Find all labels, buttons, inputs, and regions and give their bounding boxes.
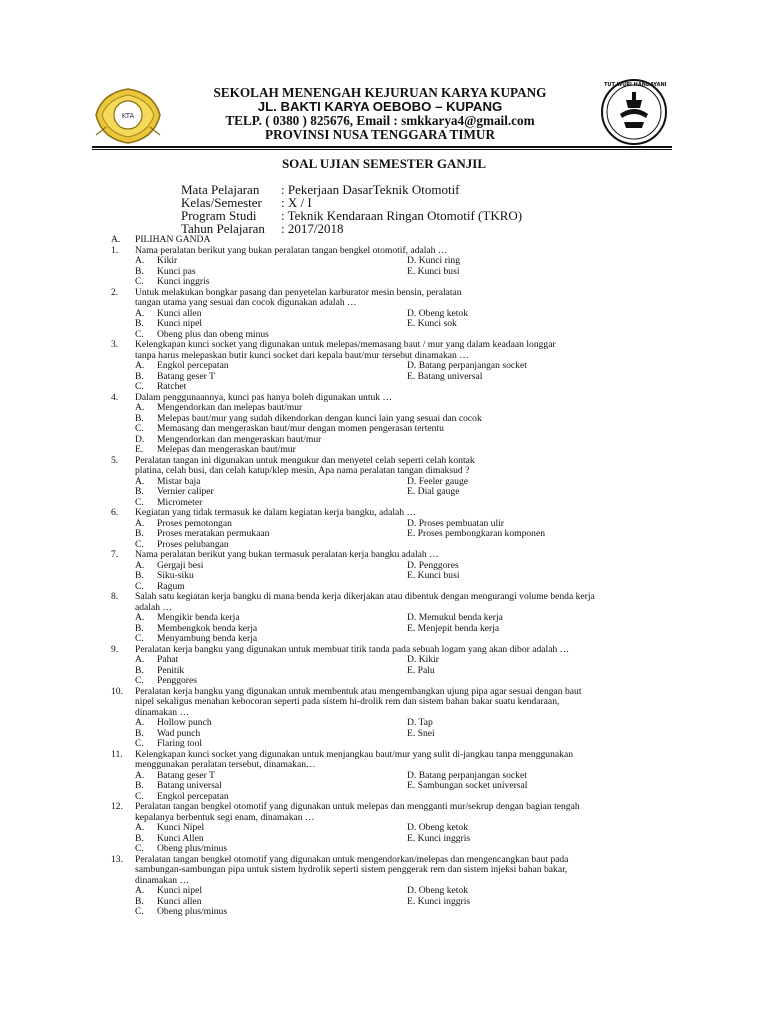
question-number: 10. <box>111 685 123 697</box>
option-text-right: E. Batang universal <box>407 370 483 382</box>
meta-label: Kelas/Semester <box>181 195 262 210</box>
meta-value: : 2017/2018 <box>281 221 344 236</box>
option-letter: A. <box>135 360 145 371</box>
question-line-cont <box>111 865 671 876</box>
option-text-right: D. Batang perpanjangan socket <box>407 769 527 781</box>
option-text: Siku-siku <box>157 570 194 581</box>
option-text: Obeng plus dan obeng minus <box>157 328 269 340</box>
question-text: menggunakan peralatan tersebut, dinamakan… <box>135 759 316 770</box>
option-text: Mengendorkan dan mengeraskan baut/mur <box>157 433 322 445</box>
option-text: Vernier caliper <box>157 486 214 497</box>
question-text: Nama peralatan berikut yang bukan peralatan tangan bengkel otomotif, adalah … <box>135 244 448 256</box>
option-letter: B. <box>135 622 144 634</box>
option-text: Proses meratakan permukaan <box>157 528 270 539</box>
question-text: kepalanya berbentuk segi enam, dinamakan … <box>135 811 315 823</box>
school-contact: TELP. ( 0380 ) 825676, Email : smkkarya4@gmail.com <box>225 113 535 128</box>
question-number: 1. <box>111 244 119 256</box>
option-text-right: E. Proses pembongkaran komponen <box>407 528 546 539</box>
option-letter: B. <box>135 486 144 497</box>
question-text: Peralatan tangan bengkel otomotif yang digunakan untuk melepas dan mengganti mur/sekrup dengan bagian tengah <box>135 801 580 812</box>
question-text: dinamakan … <box>135 706 190 718</box>
question-line-cont <box>111 466 671 477</box>
option-letter: A. <box>135 559 145 571</box>
question-text: Peralatan tangan bengkel otomotif yang digunakan untuk mengendorkan/melepas dan mengencangkan baut pada <box>135 853 569 865</box>
option-letter: B. <box>135 412 144 424</box>
option-text-right: E. Menjepit benda kerja <box>407 622 500 634</box>
option-text-right: E. Kunci inggris <box>407 832 471 844</box>
question-line <box>111 645 671 656</box>
option-text-right: D. Proses pembuatan ulir <box>407 517 504 529</box>
option-text: Obeng plus/minus <box>157 906 228 917</box>
option-text: Ragum <box>157 580 185 592</box>
option-text: Melepas baut/mur yang sudah dikendorkan dengan kunci lain yang sesuai dan cocok <box>157 412 482 424</box>
answer-option-row <box>111 634 671 645</box>
option-text-right: D. Batang perpanjangan socket <box>407 360 527 371</box>
option-text-right: D. Kikir <box>407 654 439 665</box>
option-text-right: D. Penggores <box>407 559 459 571</box>
option-text: Pahat <box>157 654 179 665</box>
answer-option-row <box>111 886 671 897</box>
question-text: tangan utama yang sesuai dan cocok digunakan adalah … <box>135 297 357 308</box>
school-province: PROVINSI NUSA TENGGARA TIMUR <box>265 127 495 142</box>
question-line <box>111 550 671 561</box>
option-text: Memasang dan mengeraskan baut/mur dengan momen pengerasan tertentu <box>157 423 444 434</box>
option-text: Engkol percepatan <box>157 790 229 802</box>
option-text: Batang geser T <box>157 769 215 781</box>
option-text: Kunci nipel <box>157 318 203 329</box>
section-title: PILIHAN GANDA <box>135 234 211 245</box>
meta-value: : Teknik Kendaraan Ringan Otomotif (TKRO) <box>281 208 523 223</box>
option-letter: A. <box>135 255 145 266</box>
meta-label: Program Studi <box>181 208 257 223</box>
option-letter: C. <box>135 906 144 917</box>
option-letter: C. <box>135 790 144 802</box>
question-text: nipel sekaligus menahan kebocoran seperti pada sistem hi-drolik rem dan sistem bahan bakar suatu kendaraan, <box>135 696 560 707</box>
question-number: 11. <box>111 748 123 760</box>
option-letter: A. <box>135 517 145 529</box>
question-number: 7. <box>111 549 119 560</box>
option-text: Kunci Nipel <box>157 822 205 833</box>
question-text: dinamakan … <box>135 874 190 886</box>
question-number: 13. <box>111 853 123 865</box>
question-line <box>111 246 671 257</box>
answer-option-row <box>111 561 671 572</box>
option-text: Micrometer <box>157 496 203 508</box>
question-number: 8. <box>111 591 119 602</box>
question-text: Kelengkapan kunci socket yang digunakan untuk menjangkau baut/mur yang sulit di-jangkau tanpa menggunakan <box>135 748 573 760</box>
option-text: Mistar baja <box>157 475 201 487</box>
option-letter: C. <box>135 580 144 592</box>
option-letter: C. <box>135 633 144 644</box>
question-list <box>111 235 671 918</box>
option-text-right: E. Sambungan socket universal <box>407 780 528 791</box>
option-text: Mengikir benda kerja <box>157 612 240 623</box>
option-text: Kunci allen <box>157 895 202 907</box>
option-text-right: D. Obeng ketok <box>407 307 469 319</box>
option-letter: A. <box>135 612 145 623</box>
option-text-right: D. Memukul benda kerja <box>407 612 503 623</box>
section-letter: A. <box>111 234 121 245</box>
option-text-right: E. Kunci busi <box>407 570 460 581</box>
answer-option-row <box>111 781 671 792</box>
option-text: Penitik <box>157 664 185 676</box>
option-letter: C. <box>135 423 144 434</box>
option-letter: A. <box>135 402 145 413</box>
answer-option-row <box>111 529 671 540</box>
question-number: 9. <box>111 643 119 655</box>
option-letter: B. <box>135 832 144 844</box>
question-line <box>111 508 671 519</box>
answer-option-row <box>111 676 671 687</box>
option-text-right: D. Obeng ketok <box>407 885 469 896</box>
option-letter: C. <box>135 738 144 749</box>
option-text: Melepas dan mengeraskan baut/mur <box>157 444 296 455</box>
question-text: Kelengkapan kunci socket yang digunakan untuk melepas/memasang baut / mur yang dalam keadaan longgar <box>135 339 556 350</box>
option-text-right: E. Kunci sok <box>407 318 457 329</box>
answer-option-row <box>111 739 671 750</box>
question-text: sambungan-sambungan pipa untuk sistem hydrolik seperti sistem penggerak rem dan sistem injeksi bahan bakar, <box>135 864 568 875</box>
answer-option-row <box>111 718 671 729</box>
option-letter: A. <box>135 654 145 665</box>
meta-label: Mata Pelajaran <box>181 182 260 197</box>
option-text-right: E. Snei <box>407 727 435 739</box>
answer-option-row <box>111 372 671 383</box>
header-divider <box>92 146 672 148</box>
option-letter: B. <box>135 265 144 277</box>
question-text: Peralatan tangan ini digunakan untuk mengukur dan menyetel celah seperti celah kontak <box>135 454 475 466</box>
option-letter: B. <box>135 318 144 329</box>
question-number: 6. <box>111 507 119 518</box>
question-line-cont <box>111 298 671 309</box>
option-text-right: D. Obeng ketok <box>407 822 469 833</box>
question-line <box>111 592 671 603</box>
question-number: 4. <box>111 391 119 403</box>
question-number: 12. <box>111 801 123 812</box>
answer-option-row <box>111 613 671 624</box>
option-text-right: D. Kunci ring <box>407 255 461 266</box>
option-text: Hollow punch <box>157 717 212 728</box>
logo-text: TUT WURI HANDAYANI <box>604 82 667 88</box>
question-line <box>111 340 671 351</box>
option-text: Kunci allen <box>157 307 202 319</box>
option-text: Kunci nipel <box>157 885 203 896</box>
option-letter: E. <box>135 444 144 455</box>
option-text-right: E. Kunci busi <box>407 265 460 277</box>
answer-option-row <box>111 277 671 288</box>
option-letter: B. <box>135 895 144 907</box>
answer-option-row <box>111 361 671 372</box>
question-text: platina, celah busi, dan celah katup/klep mesin, Apa nama peralatan tangan dimaksud ? <box>135 465 470 476</box>
option-letter: B. <box>135 370 144 382</box>
answer-option-row <box>111 445 671 456</box>
option-text: Menyambung benda kerja <box>157 633 258 644</box>
school-logo <box>92 85 164 147</box>
option-letter: A. <box>135 822 145 833</box>
answer-option-row <box>111 823 671 834</box>
answer-option-row <box>111 844 671 855</box>
answer-option-row <box>111 424 671 435</box>
option-text: Kunci pas <box>157 265 196 277</box>
option-letter: B. <box>135 528 144 539</box>
option-letter: A. <box>135 475 145 487</box>
exam-title: SOAL UJIAN SEMESTER GANJIL <box>281 156 487 171</box>
question-line-cont <box>111 697 671 708</box>
option-letter: B. <box>135 570 144 581</box>
option-text: Batang geser T <box>157 370 215 382</box>
meta-label: Tahun Pelajaran <box>181 221 265 236</box>
question-text: adalah … <box>135 601 173 613</box>
answer-option-row <box>111 907 671 918</box>
option-text: Flaring tool <box>157 738 203 749</box>
question-text: Kegiatan yang tidak termasuk ke dalam kegiatan kerja bangku, adalah … <box>135 507 417 518</box>
question-text: tanpa harus melepaskan butir kunci socket dari kepala baut/mur tersebut dinamakan … <box>135 349 469 361</box>
option-letter: C. <box>135 328 144 340</box>
meta-value: : X / I <box>281 195 312 210</box>
question-text: Peralatan kerja bangku yang digunakan untuk membuat titik tanda pada sebuah logam yang akan dibor adalah … <box>135 643 570 655</box>
option-letter: A. <box>135 769 145 781</box>
question-number: 3. <box>111 339 119 350</box>
answer-option-row <box>111 403 671 414</box>
option-text: Obeng plus/minus <box>157 843 228 854</box>
option-text: Mengendorkan dan melepas baut/mur <box>157 402 303 413</box>
option-text: Wad punch <box>157 727 201 739</box>
option-letter: B. <box>135 780 144 791</box>
option-letter: C. <box>135 538 144 550</box>
option-letter: C. <box>135 381 144 392</box>
option-text: Proses pemotongan <box>157 517 232 529</box>
option-text: Penggores <box>157 675 197 686</box>
option-text-right: D. Feeler gauge <box>407 475 469 487</box>
question-number: 5. <box>111 454 119 466</box>
option-text-right: E. Kunci inggris <box>407 895 471 907</box>
option-letter: A. <box>135 307 145 319</box>
option-text: Proses pelubangan <box>157 538 229 550</box>
question-text: Salah satu kegiatan kerja bangku di mana benda kerja dikerjakan atau dibentuk dengan mengurangi volume benda kerja <box>135 591 595 602</box>
option-text: Membengkok benda kerja <box>157 622 258 634</box>
answer-option-row <box>111 655 671 666</box>
school-name: SEKOLAH MENENGAH KEJURUAN KARYA KUPANG <box>213 85 547 100</box>
option-letter: C. <box>135 276 144 287</box>
question-number: 2. <box>111 286 119 298</box>
school-address: JL. BAKTI KARYA OEBOBO – KUPANG <box>257 99 503 114</box>
option-text-right: E. Palu <box>407 664 435 676</box>
question-text: Untuk melakukan bongkar pasang dan penyetelan karburator mesin bensin, peralatan <box>135 286 462 298</box>
option-text: Kikir <box>157 255 178 266</box>
option-text-right: D. Tap <box>407 717 433 728</box>
option-letter: A. <box>135 885 145 896</box>
answer-option-row <box>111 487 671 498</box>
tut-wuri-handayani-logo <box>596 78 672 146</box>
option-text: Kunci Allen <box>157 832 204 844</box>
option-letter: C. <box>135 675 144 686</box>
section-heading <box>111 235 671 246</box>
option-letter: C. <box>135 843 144 854</box>
answer-option-row <box>111 256 671 267</box>
option-text-right: E. Dial gauge <box>407 486 460 497</box>
meta-value: : Pekerjaan DasarTeknik Otomotif <box>281 182 460 197</box>
option-text: Kunci inggris <box>157 276 210 287</box>
option-text: Ratchet <box>157 381 187 392</box>
answer-option-row <box>111 382 671 393</box>
option-letter: D. <box>135 433 145 445</box>
answer-option-row <box>111 319 671 330</box>
option-letter: A. <box>135 717 145 728</box>
option-text: Gergaji besi <box>157 559 204 571</box>
answer-option-row <box>111 571 671 582</box>
question-text: Nama peralatan berikut yang bukan termasuk peralatan kerja bangku adalah … <box>135 549 439 560</box>
option-text: Engkol percepatan <box>157 360 229 371</box>
option-letter: C. <box>135 496 144 508</box>
question-text: Peralatan kerja bangku yang digunakan untuk membentuk atau mengembangkan ujung pipa agar sesuai dengan baut <box>135 685 582 697</box>
option-text: Batang universal <box>157 780 222 791</box>
question-line-cont <box>111 760 671 771</box>
header-divider-thin <box>92 149 672 150</box>
option-letter: B. <box>135 727 144 739</box>
question-text: Dalam penggunaannya, kunci pas hanya boleh digunakan untuk … <box>135 391 393 403</box>
question-line <box>111 802 671 813</box>
svg-text:KTA: KTA <box>121 112 135 120</box>
option-letter: B. <box>135 664 144 676</box>
